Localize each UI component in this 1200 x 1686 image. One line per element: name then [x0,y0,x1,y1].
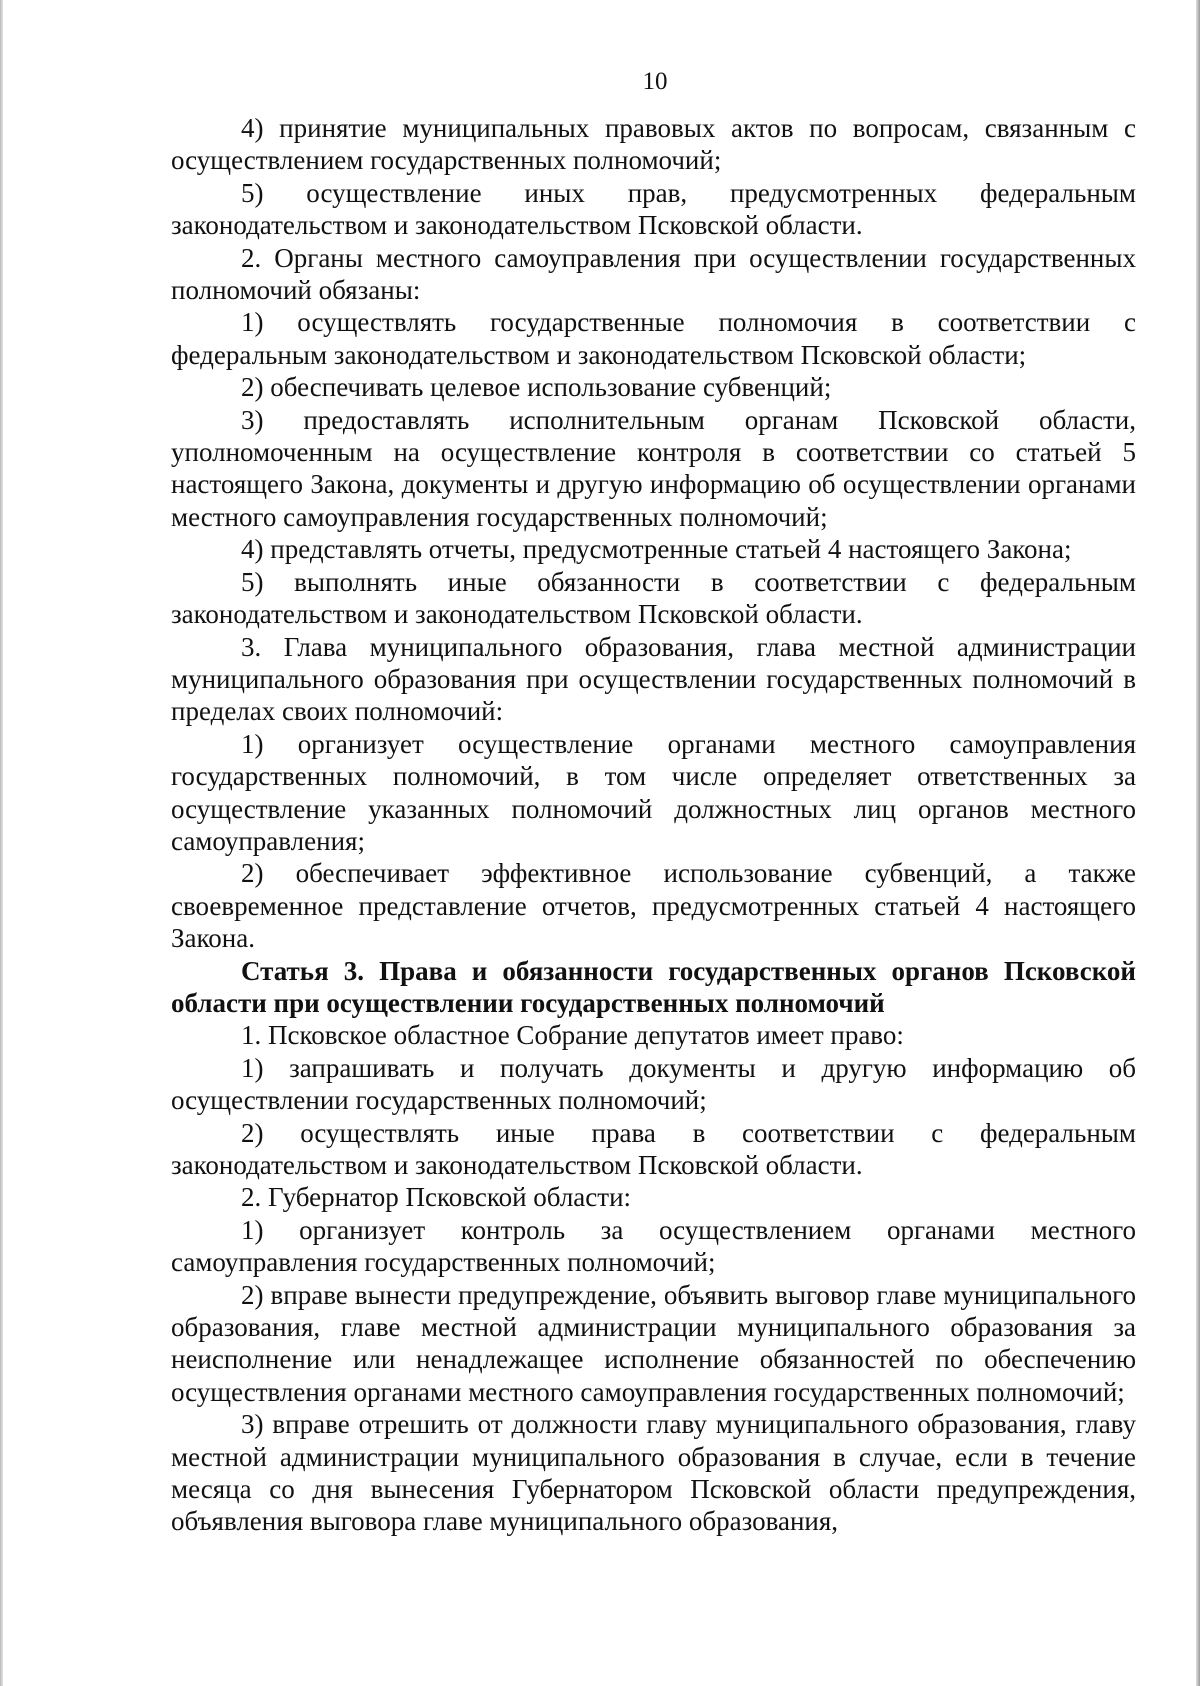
article-heading: Статья 3. Права и обязанности государственных органов Псковской области при осуществлении государственных полномочий [171,955,1136,1018]
paragraph: 1) организует осуществление органами местного самоуправления государственных полномочий, в том числе определяет ответственных за осуществление указанных полномочий должностных лиц органов местного самоуправления; [171,728,1136,856]
paragraph: 5) выполнять иные обязанности в соответствии с федеральным законодательством и законодательством Псковской области. [171,566,1136,630]
paragraph: 1) запрашивать и получать документы и другую информацию об осуществлении государственных полномочий; [171,1052,1136,1116]
paragraph: 2) обеспечивать целевое использование субвенций; [241,372,832,403]
page-number: 10 [642,68,668,95]
paragraph: 3) вправе отрешить от должности главу муниципального образования, главу местной администрации муниципального образования в случае, если в течение месяца со дня вынесения Губернатором Псковской области предупреждения, объявления выговора главе муниципального образования, [171,1409,1136,1537]
paragraph: 2) осуществлять иные права в соответствии с федеральным законодательством и законодательством Псковской области. [171,1117,1136,1180]
paragraph: 2) обеспечивает эффективное использование субвенций, а также своевременное представление отчетов, предусмотренных статьей 4 настоящего Закона. [171,858,1136,954]
scan-edge-right [1196,0,1200,1686]
paragraph: 2) вправе вынести предупреждение, объявить выговор главе муниципального образования, главе местной администрации муниципального образования за неисполнение или ненадлежащее исполнение обязанностей по обеспечению осуществления органами местного самоуправления государственных полномочий; [171,1279,1136,1407]
document-body [171,112,1136,1538]
paragraph: 4) представлять отчеты, предусмотренные статьей 4 настоящего Закона; [241,534,1072,565]
paragraph: 1) организует контроль за осуществлением органами местного самоуправления государственных полномочий; [171,1214,1136,1278]
paragraph: 4) принятие муниципальных правовых актов по вопросам, связанным с осуществлением государственных полномочий; [171,113,1136,176]
paragraph: 5) осуществление иных прав, предусмотренных федеральным законодательством и законодательством Псковской области. [171,177,1136,241]
paragraph: 3) предоставлять исполнительным органам Псковской области, уполномоченным на осуществление контроля в соответствии со статьей 5 настоящего Закона, документы и другую информацию об осуществлении органами местного самоуправления государственных полномочий; [171,404,1136,532]
scan-edge-left [0,0,3,1686]
paragraph: 2. Губернатор Псковской области: [241,1182,632,1213]
paragraph: 3. Глава муниципального образования, глава местной администрации муниципального образования при осуществлении государственных полномочий в пределах своих полномочий: [171,631,1136,727]
paragraph: 1) осуществлять государственные полномочия в соответствии с федеральным законодательством и законодательством Псковской области; [171,307,1136,370]
paragraph: 2. Органы местного самоуправления при осуществлении государственных полномочий обязаны: [171,242,1136,306]
paragraph: 1. Псковское областное Собрание депутатов имеет право: [241,1020,904,1051]
